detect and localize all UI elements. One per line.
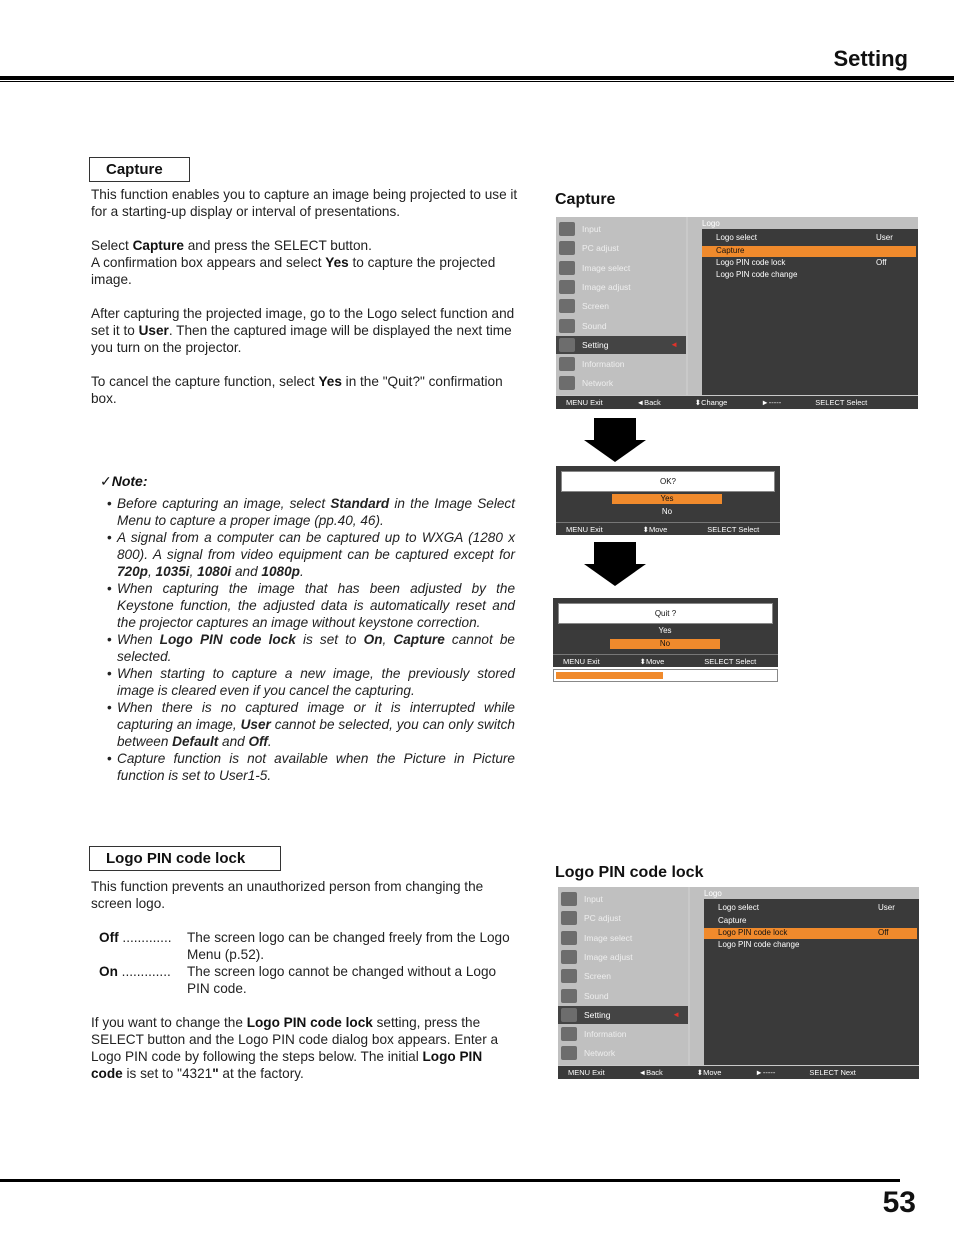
menu-right-panel: [690, 887, 919, 1065]
screen-icon: [561, 969, 577, 983]
menu-row-logo-pin-change: Logo PIN code change: [716, 270, 798, 279]
image-adjust-icon: [559, 280, 575, 294]
image-select-icon: [561, 931, 577, 945]
menu-left-panel: [558, 887, 688, 1065]
menu-right-panel: [688, 217, 918, 395]
menu-row-logo-pin-change: Logo PIN code change: [718, 940, 800, 949]
quit-dialog-title: Quit ?: [558, 603, 773, 624]
logo-pin-box-title: [89, 846, 281, 871]
section-title: Setting: [833, 46, 908, 71]
note-item: • A signal from a computer can be captured up to WXGA (1280 x 800). A signal from video equipment can be captured except for 720p, 1035i, 1080i and 1080p.: [107, 530, 515, 579]
menu-item: Input: [556, 220, 686, 238]
sound-icon: [561, 989, 577, 1003]
menu-item: Network: [556, 374, 686, 392]
page-number: 53: [882, 1186, 916, 1219]
checkmark-icon: ✓: [100, 473, 112, 489]
menu-row-logo-select: Logo select User: [718, 903, 895, 912]
menu-item: Setting ◄: [558, 1006, 688, 1024]
capture-para-1: This function enables you to capture an image being projected to use it for a starting-up display or interval of presentations.: [91, 187, 518, 219]
menu-item: Information: [558, 1025, 688, 1043]
quit-dialog-screenshot: [553, 598, 778, 667]
pc-adjust-icon: [561, 911, 577, 925]
menu-row-capture: Capture: [702, 246, 916, 257]
capture-para-2: Select Capture and press the SELECT button.: [91, 238, 372, 253]
menu-right-title: Logo: [704, 889, 722, 898]
network-icon: [561, 1046, 577, 1060]
ok-dialog-bar: MENU Exit ⬍Move SELECT Select: [556, 522, 780, 535]
pc-adjust-icon: [559, 241, 575, 255]
menu-item: Screen: [558, 967, 688, 985]
menu-row-logo-pin-lock: Logo PIN code lock Off: [716, 258, 887, 267]
note-item: • Before capturing an image, select Standard in the Image Select Menu to capture a proper image (pp.40, 46).: [107, 496, 515, 528]
capture-para-5: To cancel the capture function, select Yes in the "Quit?" confirmation box.: [91, 374, 503, 406]
menu-item: Network: [558, 1044, 688, 1062]
menu-item: Sound: [558, 987, 688, 1005]
capture-progress-fill: [556, 672, 663, 679]
menu-item: Image select: [558, 929, 688, 947]
menu-left-panel: [556, 217, 686, 395]
network-icon: [559, 376, 575, 390]
menu-item: Information: [556, 355, 686, 373]
ok-dialog-no: No: [661, 507, 673, 516]
menu-item: Setting ◄: [556, 336, 686, 354]
arrow-down-icon: [584, 418, 646, 462]
menu-right-title: Logo: [702, 219, 720, 228]
menu-guide-bar: MENU Exit ◄Back ⬍Change ►----- SELECT Select: [556, 396, 918, 409]
selected-arrow-icon: ◄: [672, 1010, 680, 1020]
header-rule-thin: [0, 81, 954, 82]
menu-item: PC adjust: [558, 909, 688, 927]
logo-pin-description: [91, 878, 517, 1082]
def-on: On ............. The screen logo cannot be changed without a Logo PIN code.: [99, 964, 497, 996]
quit-dialog-no: No: [610, 639, 720, 649]
screen-icon: [559, 299, 575, 313]
menu-item: PC adjust: [556, 239, 686, 257]
capture-para-4: After capturing the projected image, go to the Logo select function and set it to User. Then the captured image will be displayed the next time you turn on the projector.: [91, 306, 515, 355]
logo-pin-box-title-text: Logo PIN code lock: [106, 850, 246, 867]
arrow-down-icon: [584, 542, 646, 586]
menu-row-logo-pin-lock: Logo PIN code lock Off: [704, 928, 917, 939]
menu-row-logo-select: Logo select User: [716, 233, 893, 242]
sound-icon: [559, 319, 575, 333]
logo-pin-para-2: If you want to change the Logo PIN code lock setting, press the SELECT button and the Logo PIN code dialog box appears. Enter a Logo PIN code by following the steps below. The initial Logo PIN code is set to "4321" at the factory.: [91, 1015, 499, 1081]
menu-guide-bar: MENU Exit ◄Back ⬍Move ►----- SELECT Next: [558, 1066, 919, 1079]
def-off: Off ............. The screen logo can be changed freely from the Logo Menu (p.52).: [99, 930, 510, 962]
capture-progress-bar: [553, 669, 778, 682]
capture-box-title-text: Capture: [106, 161, 163, 178]
ok-dialog-yes: Yes: [612, 494, 722, 504]
note-item: • When Logo PIN code lock is set to On, Capture cannot be selected.: [107, 632, 515, 664]
menu-row-capture: Capture: [718, 916, 747, 925]
input-icon: [559, 222, 575, 236]
ok-dialog-screenshot: [556, 466, 780, 535]
logo-pin-menu-screenshot: [558, 887, 919, 1079]
setting-icon: [559, 338, 575, 352]
menu-item: Image select: [556, 259, 686, 277]
menu-item: Image adjust: [556, 278, 686, 296]
note-item: • When capturing the image that has been adjusted by the Keystone function, the adjusted data is automatically reset and the projector captures an image without keystone correction.: [107, 581, 515, 630]
capture-para-3: A confirmation box appears and select Yes to capture the projected image.: [91, 255, 496, 287]
information-icon: [561, 1027, 577, 1041]
capture-menu-screenshot: [556, 217, 918, 409]
menu-item: Sound: [556, 317, 686, 335]
image-select-icon: [559, 261, 575, 275]
quit-dialog-bar: MENU Exit ⬍Move SELECT Select: [553, 654, 778, 667]
information-icon: [559, 357, 575, 371]
note-item: • When there is no captured image or it is interrupted while capturing an image, User cannot be selected, you can only switch between Default and Off.: [107, 700, 515, 749]
logo-pin-para-1: This function prevents an unauthorized person from changing the screen logo.: [91, 879, 484, 911]
menu-item: Image adjust: [558, 948, 688, 966]
note-list: [90, 495, 515, 784]
capture-box-title: [89, 157, 190, 182]
note-item: • When starting to capture a new image, the previously stored image is cleared even if you cancel the capturing.: [107, 666, 515, 698]
ok-dialog-title: OK?: [561, 471, 775, 492]
menu-item: Screen: [556, 297, 686, 315]
header-rule: [0, 76, 954, 80]
image-adjust-icon: [561, 950, 577, 964]
setting-icon: [561, 1008, 577, 1022]
menu-item: Input: [558, 890, 688, 908]
note-heading: ✓Note:: [100, 473, 148, 489]
capture-description: [91, 186, 519, 407]
quit-dialog-yes: Yes: [658, 626, 672, 635]
note-item: • Capture function is not available when the Picture in Picture function is set to User1-5.: [107, 751, 515, 783]
input-icon: [561, 892, 577, 906]
selected-arrow-icon: ◄: [670, 340, 678, 350]
logo-pin-screen-label: Logo PIN code lock: [555, 864, 704, 881]
footer-rule: [0, 1179, 900, 1182]
capture-screen-label: Capture: [555, 191, 616, 208]
